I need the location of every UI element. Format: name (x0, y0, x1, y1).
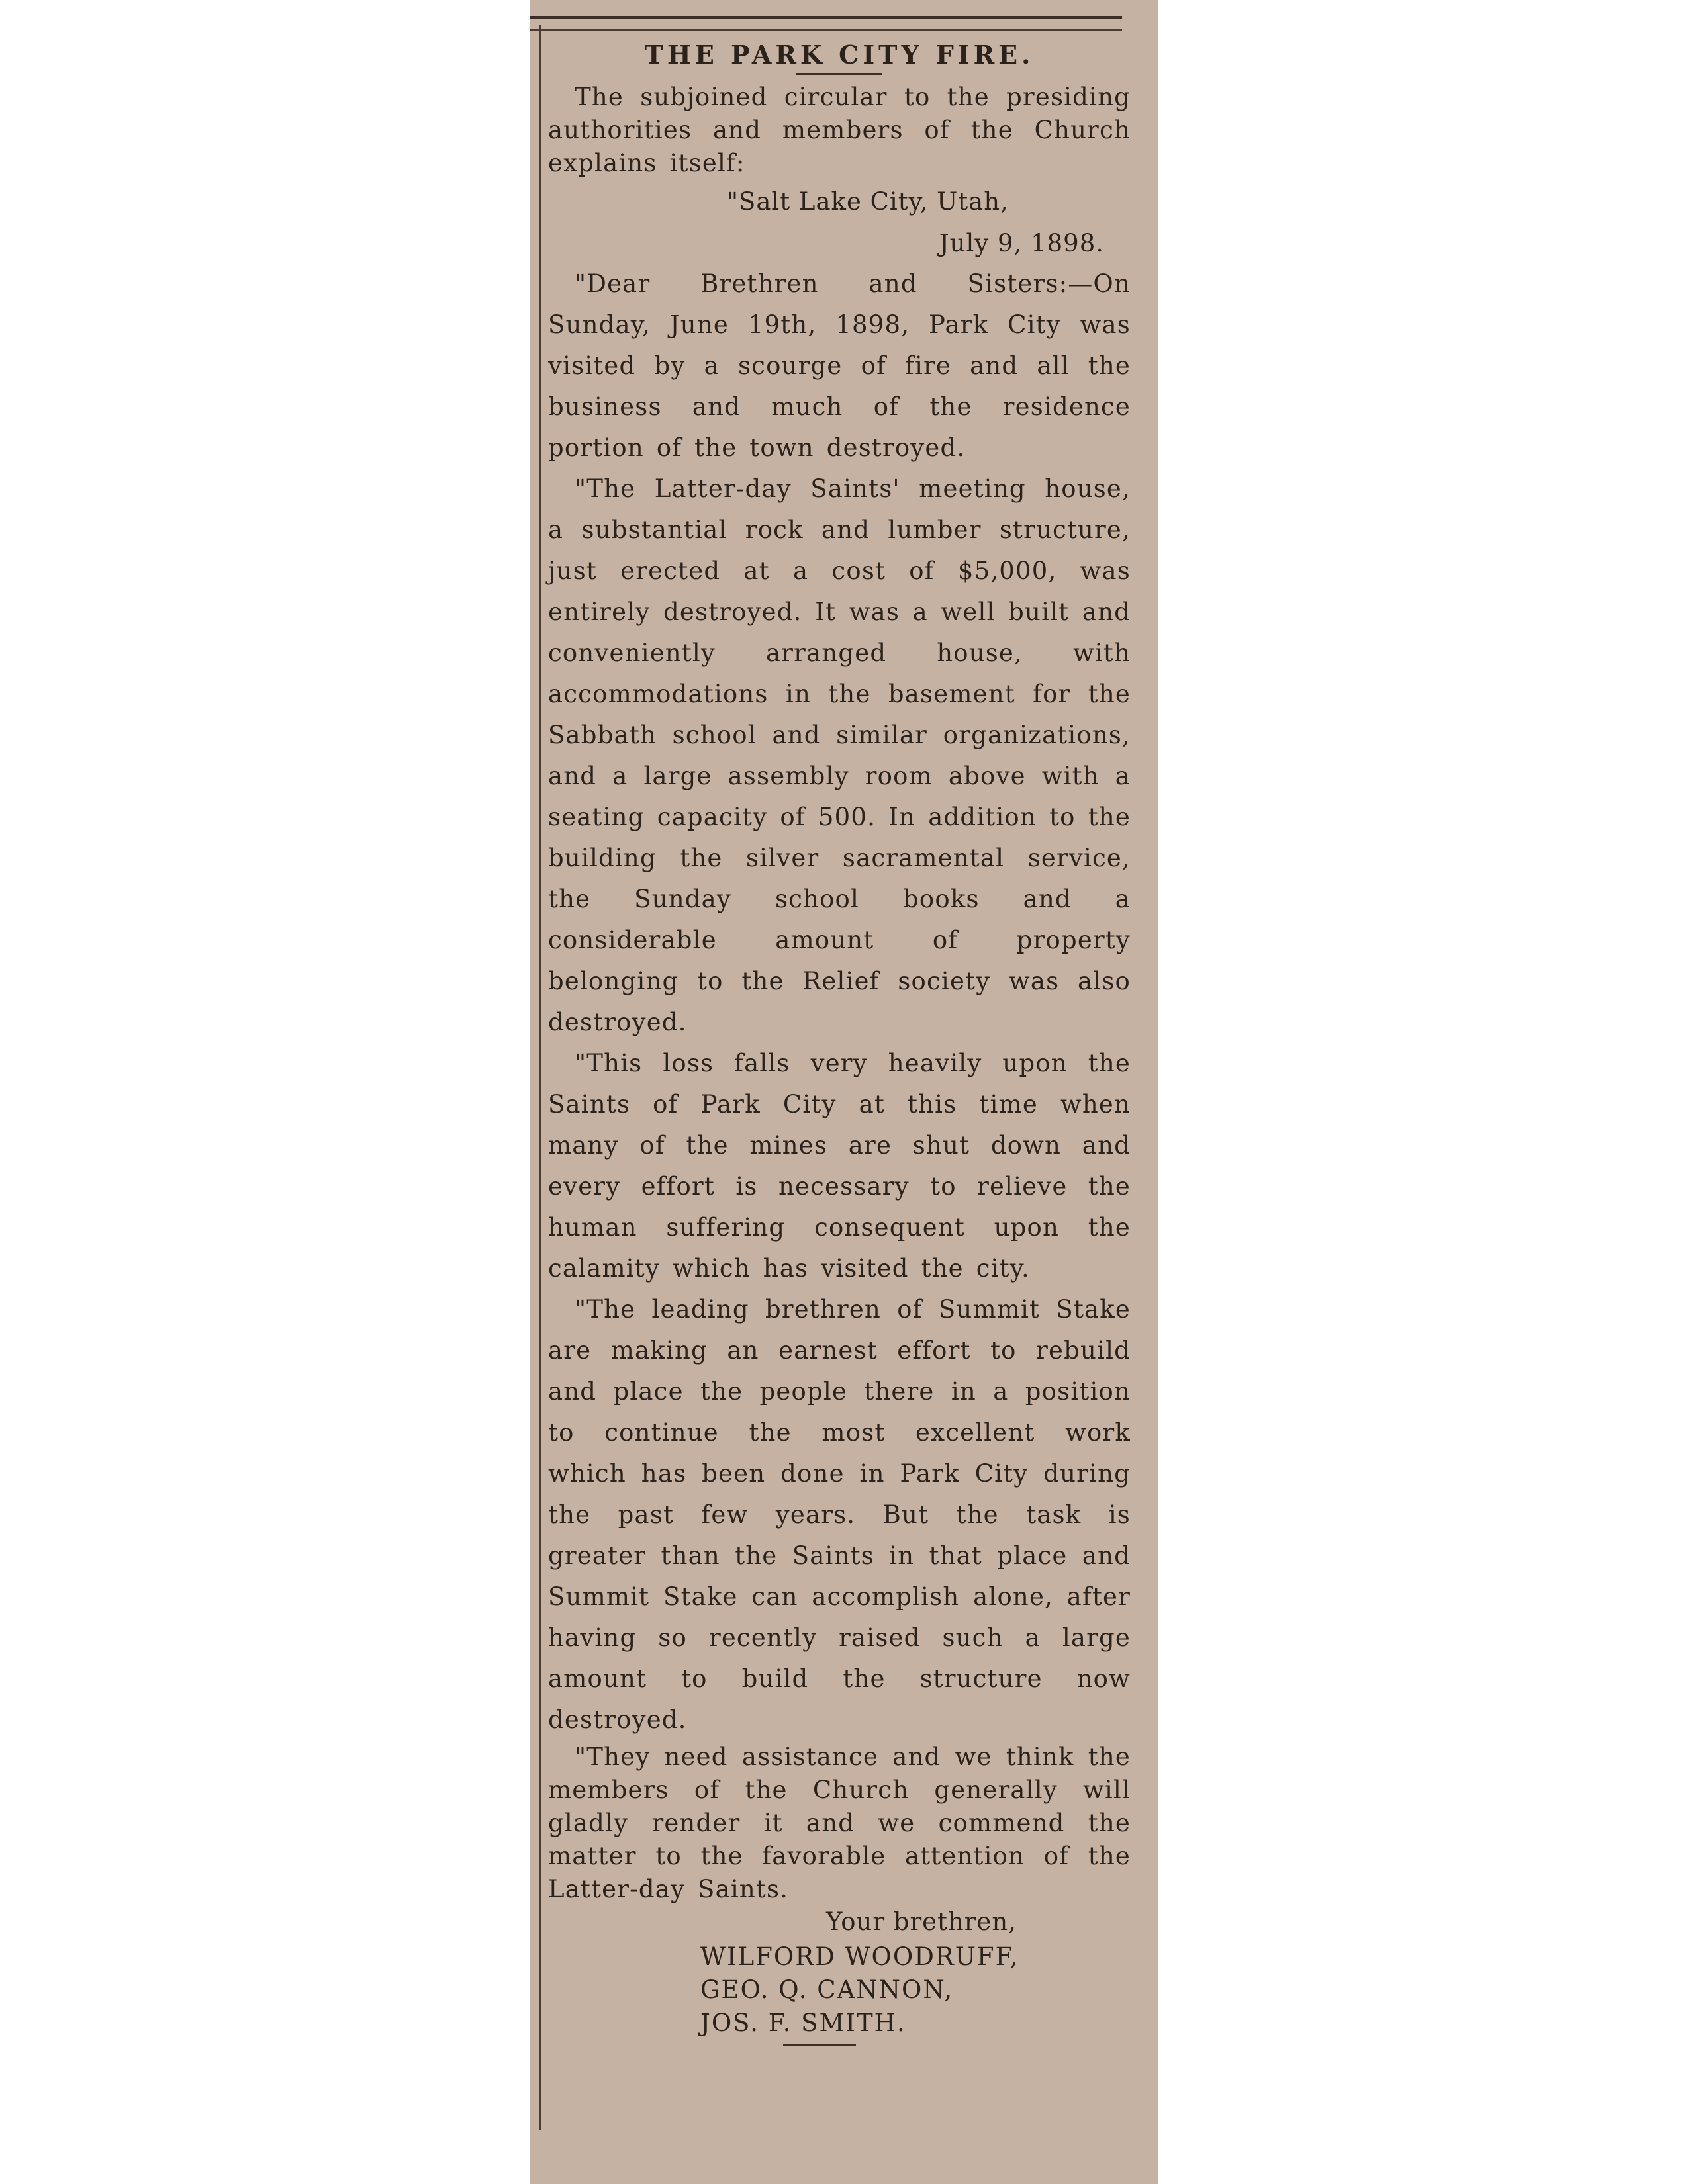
body-paragraph: "The leading brethren of Summit Stake are making an earnest effort to rebuild and place the people there in a position to continue the most excellent work which has been done in Park City during the past few years. But the task is greater than the Saints in that place and Summit Stake can accomplish alone, after having so recently raised such a large amount to build the structure now destroyed. (548, 1295, 1131, 1734)
body-paragraph: "The Latter-day Saints' meeting house, a substantial rock and lumber structure, just erected at a cost of $5,000, was entirely destroyed. It was a well built and conveniently arranged house, with accommodations in the basement for the Sabbath school and similar organizations, and a large assembly room above with a seating capacity of 500. In addition to the building the silver sacramental service, the Sunday school books and a considerable amount of property belonging to the Relief society was also destroyed. (548, 475, 1131, 1036)
intro-paragraph: The subjoined circular to the presiding authorities and members of the Church explains itself: (548, 83, 1131, 177)
signer-name: GEO. Q. CANNON, (700, 1976, 954, 2004)
article (548, 37, 1131, 2046)
headline: THE PARK CITY FIRE. (644, 40, 1035, 69)
dateline-place: "Salt Lake City, Utah, (727, 187, 1009, 216)
top-rule (530, 16, 1122, 19)
dateline-date: July 9, 1898. (939, 229, 1104, 257)
headline-rule (796, 73, 882, 75)
signer-name: JOS. F. SMITH. (700, 2009, 906, 2037)
body-paragraph: "They need assistance and we think the members of the Church generally will gladly render it and we commend the matter to the favorable attention of the Latter-day Saints. (548, 1743, 1131, 1903)
end-rule (783, 2044, 856, 2046)
column-rule (539, 25, 541, 2130)
closing-salutation: Your brethren, (826, 1907, 1017, 1936)
body-paragraph: "This loss falls very heavily upon the Saints of Park City at this time when many of the mines are shut down and every effort is necessary to relieve the human suffering consequent upon the calamity which has visited the city. (548, 1049, 1131, 1283)
signer-name: WILFORD WOODRUFF, (700, 1942, 1019, 1971)
signatories (548, 1940, 1131, 2040)
newspaper-clipping (530, 0, 1158, 2184)
body-paragraph: "Dear Brethren and Sisters:—On Sunday, June 19th, 1898, Park City was visited by a scourge of fire and all the business and much of the residence portion of the town destroyed. (548, 269, 1131, 462)
top-rule-secondary (530, 29, 1122, 31)
